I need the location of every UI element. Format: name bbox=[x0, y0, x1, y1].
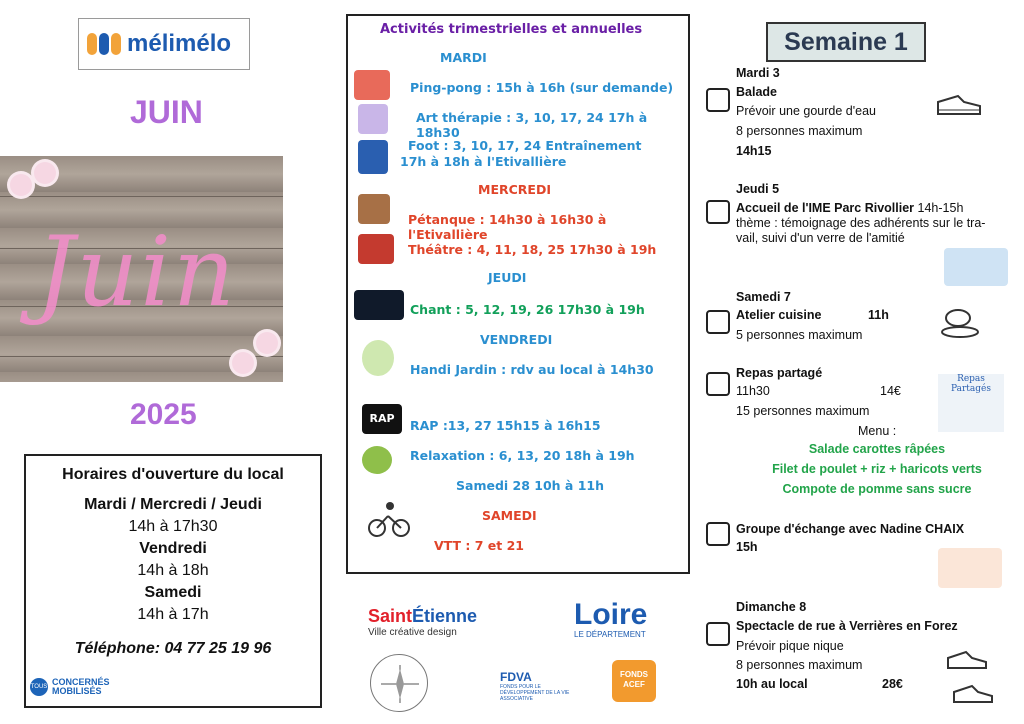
ev6-price: 28€ bbox=[882, 677, 903, 691]
shoe-icon-3 bbox=[950, 680, 996, 706]
activity-vtt: VTT : 7 et 21 bbox=[434, 538, 524, 553]
ev4-price: 14€ bbox=[880, 384, 901, 398]
day-mardi: MARDI bbox=[440, 50, 487, 65]
ev4-line1: 15 personnes maximum bbox=[736, 404, 870, 418]
chef-icon bbox=[936, 306, 986, 340]
ev4-menu-label: Menu : bbox=[858, 424, 897, 438]
opening-hours-box bbox=[24, 454, 322, 708]
melimelo-logo bbox=[78, 18, 250, 70]
hours-days-1: Mardi / Mercredi / Jeudi bbox=[84, 496, 262, 513]
ev5-time: 15h bbox=[736, 540, 758, 554]
fonds-logo bbox=[370, 654, 428, 712]
ev4-time: 11h30 bbox=[736, 384, 770, 398]
ev6-time: 10h au local bbox=[736, 677, 808, 691]
activity-foot-2: 17h à 18h à l'Etivallière bbox=[400, 154, 567, 169]
ev6-title: Spectacle de rue à Verrières en Forez bbox=[736, 619, 958, 633]
loire-logo bbox=[574, 600, 647, 639]
ev3-line1: 5 personnes maximum bbox=[736, 328, 863, 342]
ev3-time: 11h bbox=[868, 308, 889, 322]
year-title: 2025 bbox=[130, 398, 197, 431]
repas-icon-label: Repas Partagés bbox=[950, 374, 991, 394]
checkbox-balade[interactable] bbox=[706, 88, 730, 112]
ev6-line2: 8 personnes maximum bbox=[736, 658, 863, 672]
checkbox-spectacle[interactable] bbox=[706, 622, 730, 646]
ev3-title: Atelier cuisine bbox=[736, 308, 822, 322]
ev5-title: Groupe d'échange avec Nadine CHAIX bbox=[736, 522, 965, 536]
activity-rap: RAP :13, 27 15h15 à 16h15 bbox=[410, 418, 601, 433]
relaxation-icon bbox=[362, 446, 392, 474]
art-therapy-icon bbox=[358, 104, 388, 134]
activity-art: Art thérapie : 3, 10, 17, 24 17h à 18h30 bbox=[416, 110, 648, 140]
activity-petanque: Pétanque : 14h30 à 16h30 à l'Etivallière bbox=[408, 212, 607, 242]
se-word-1: Saint bbox=[368, 606, 413, 626]
rap-icon: RAP bbox=[362, 404, 402, 434]
people-icon bbox=[87, 33, 121, 55]
activity-relax: Relaxation : 6, 13, 20 18h à 19h bbox=[410, 448, 635, 463]
hours-title: Horaires d'ouverture du local bbox=[62, 466, 284, 483]
ev2-title: Accueil de l'IME Parc Rivollier bbox=[736, 201, 915, 215]
activity-pingpong: Ping-pong : 15h à 16h (sur demande) bbox=[410, 80, 674, 95]
logo-text: mélimélo bbox=[127, 30, 232, 57]
garden-icon bbox=[362, 340, 394, 376]
menu-item-2: Filet de poulet + riz + haricots verts bbox=[772, 462, 982, 476]
week-label: Semaine 1 bbox=[766, 22, 926, 62]
juin-photo bbox=[0, 156, 283, 382]
ev2-date: Jeudi 5 bbox=[736, 182, 780, 196]
photo-word: Juin bbox=[36, 216, 237, 328]
fonds-acef-logo bbox=[612, 660, 656, 702]
acef-word: FONDS ACEF bbox=[620, 670, 648, 689]
shoe-icon-2 bbox=[944, 646, 990, 672]
football-icon bbox=[358, 140, 388, 174]
hours-time-2: 14h à 18h bbox=[137, 562, 209, 579]
activity-jardin: Handi Jardin : rdv au local à 14h30 bbox=[410, 362, 654, 377]
day-jeudi: JEUDI bbox=[488, 270, 527, 285]
activities-box bbox=[346, 14, 690, 574]
ev1-line2: 8 personnes maximum bbox=[736, 124, 863, 138]
concernes-line2: MOBILISÉS bbox=[52, 686, 102, 696]
phone-number: Téléphone: 04 77 25 19 96 bbox=[74, 640, 272, 657]
bicycle-icon bbox=[368, 498, 410, 538]
checkbox-repas[interactable] bbox=[706, 372, 730, 396]
day-mercredi: MERCREDI bbox=[478, 182, 551, 197]
month-title: JUIN bbox=[130, 94, 203, 130]
activities-title: Activités trimestrielles et annuelles bbox=[380, 22, 643, 37]
ev1-date: Mardi 3 bbox=[736, 66, 780, 80]
loire-word: Loire bbox=[574, 598, 648, 631]
hours-days-3: Samedi bbox=[144, 584, 202, 601]
concernes-line1: CONCERNÉS bbox=[52, 677, 110, 687]
se-subtitle: Ville créative design bbox=[368, 627, 457, 638]
ping-pong-icon bbox=[354, 70, 390, 100]
activity-theatre: Théâtre : 4, 11, 18, 25 17h30 à 19h bbox=[408, 242, 657, 257]
shoe-icon bbox=[934, 88, 984, 118]
ev4-title: Repas partagé bbox=[736, 366, 823, 380]
hours-time-3: 14h à 17h bbox=[137, 606, 209, 623]
group-people-icon bbox=[938, 548, 1002, 588]
fdva-word: FDVA bbox=[500, 670, 532, 684]
ev6-date: Dimanche 8 bbox=[736, 600, 807, 614]
checkbox-ime[interactable] bbox=[706, 200, 730, 224]
checkbox-groupe[interactable] bbox=[706, 522, 730, 546]
hours-time-1: 14h à 17h30 bbox=[128, 518, 218, 535]
menu-item-1: Salade carottes râpées bbox=[808, 442, 946, 456]
fdva-subtitle: FONDS POUR LE DÉVELOPPEMENT DE LA VIE ASSOCIATIVE bbox=[500, 684, 570, 702]
theatre-icon bbox=[358, 234, 394, 264]
ev3-date: Samedi 7 bbox=[736, 290, 791, 304]
ev1-line1: Prévoir une gourde d'eau bbox=[736, 104, 876, 118]
microphone-icon bbox=[354, 290, 404, 320]
meeting-icon bbox=[944, 248, 1008, 286]
petanque-icon bbox=[358, 194, 390, 224]
ev1-time: 14h15 bbox=[736, 144, 772, 158]
day-samedi: SAMEDI bbox=[482, 508, 537, 523]
repas-partages-icon bbox=[938, 374, 1004, 432]
ev1-title: Balade bbox=[736, 85, 777, 99]
activity-samedi-28: Samedi 28 10h à 11h bbox=[456, 478, 604, 493]
checkbox-cuisine[interactable] bbox=[706, 310, 730, 334]
menu-item-3: Compote de pomme sans sucre bbox=[782, 482, 972, 496]
ev6-line1: Prévoir pique nique bbox=[736, 639, 844, 653]
circle-icon: TOUS bbox=[30, 678, 48, 696]
day-vendredi: VENDREDI bbox=[480, 332, 553, 347]
ev2-time: 14h-15h bbox=[917, 201, 964, 215]
ev2-line2: vail, suivi d'un verre de l'amitié bbox=[736, 231, 905, 245]
activity-chant: Chant : 5, 12, 19, 26 17h30 à 19h bbox=[410, 302, 645, 317]
concernes-mobilises-logo bbox=[30, 678, 110, 696]
ev2-line1: thème : témoignage des adhérents sur le tra- bbox=[736, 216, 986, 230]
loire-subtitle: LE DÉPARTEMENT bbox=[574, 630, 646, 639]
hours-days-2: Vendredi bbox=[139, 540, 207, 557]
saint-etienne-logo bbox=[368, 606, 477, 638]
activity-foot: Foot : 3, 10, 17, 24 Entraînement bbox=[408, 138, 642, 153]
fdva-logo bbox=[500, 670, 584, 702]
se-word-2: Étienne bbox=[412, 606, 478, 626]
